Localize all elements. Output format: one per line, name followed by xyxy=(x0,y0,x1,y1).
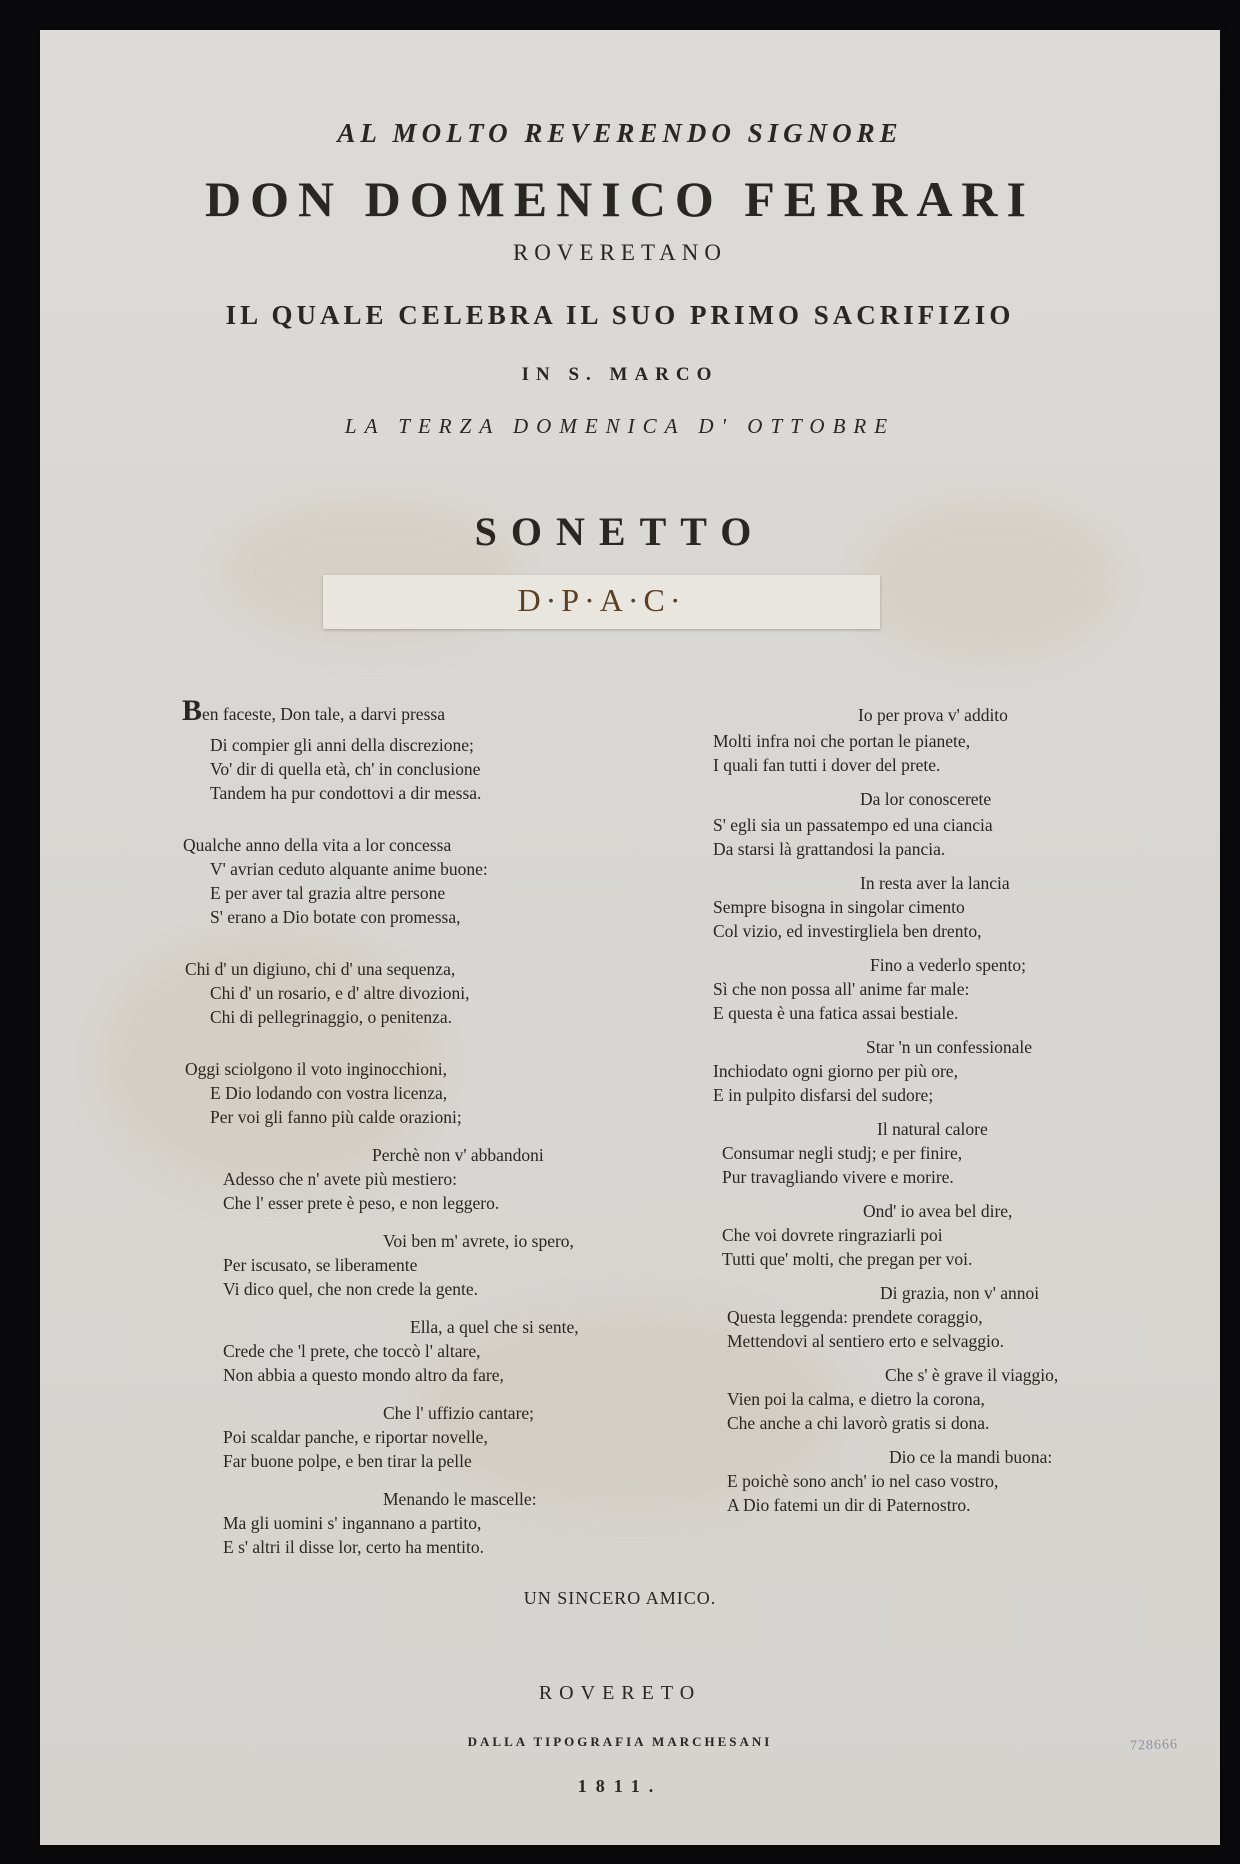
poem-line: Oggi sciolgono il voto inginocchioni, xyxy=(185,1059,447,1079)
poem-line: Dio ce la mandi buona: xyxy=(889,1447,1053,1467)
poem-line: Qualche anno della vita a lor concessa xyxy=(183,835,452,855)
poem-line: Tutti que' molti, che pregan per voi. xyxy=(722,1249,973,1269)
poem-line: Non abbia a questo mondo altro da fare, xyxy=(223,1365,504,1385)
celebration-line: IL QUALE CELEBRA IL SUO PRIMO SACRIFIZIO xyxy=(225,300,1015,330)
poem-line: Vi dico quel, che non crede la gente. xyxy=(223,1279,479,1299)
poem-line: E Dio lodando con vostra licenza, xyxy=(210,1083,448,1103)
poem-line: E questa è una fatica assai bestiale. xyxy=(713,1003,959,1023)
poem-line: Di grazia, non v' annoi xyxy=(880,1283,1040,1303)
poem-line: In resta aver la lancia xyxy=(860,873,1010,893)
poem-line: Che voi dovrete ringraziarli poi xyxy=(722,1225,943,1245)
poem-line: Crede che 'l prete, che toccò l' altare, xyxy=(223,1341,481,1361)
poem-line: Tandem ha pur condottovi a dir messa. xyxy=(210,783,482,803)
poem-line: Inchiodato ogni giorno per più ore, xyxy=(713,1061,958,1081)
poem-line-text: en faceste, Don tale, a darvi pressa xyxy=(202,704,445,724)
poem-line: Ma gli uomini s' ingannano a partito, xyxy=(223,1513,482,1533)
poem-line: Fino a vederlo spento; xyxy=(870,955,1027,975)
poem-line: Per voi gli fanno più calde orazioni; xyxy=(210,1107,462,1127)
imprint-city: ROVERETO xyxy=(538,1682,702,1704)
poem-line: Star 'n un confessionale xyxy=(866,1037,1032,1057)
author-initials: D·P·A·C· xyxy=(517,582,686,618)
poem-line: E s' altri il disse lor, certo ha mentito. xyxy=(223,1537,485,1557)
poem-line: Di compier gli anni della discrezione; xyxy=(210,735,474,755)
poem-line: I quali fan tutti i dover del prete. xyxy=(713,755,941,775)
poem-line: Molti infra noi che portan le pianete, xyxy=(713,731,971,751)
poem-line: Vo' dir di quella età, ch' in conclusione xyxy=(210,759,481,779)
honoree-town: ROVERETANO xyxy=(512,240,728,265)
poem-line: Io per prova v' addito xyxy=(858,705,1008,725)
imprint-printer: DALLA TIPOGRAFIA MARCHESANI xyxy=(467,1734,773,1749)
date-line: LA TERZA DOMENICA D' OTTOBRE xyxy=(344,414,896,438)
poem-line: Consumar negli studj; e per finire, xyxy=(722,1143,963,1163)
poem-line: E in pulpito disfarsi del sudore; xyxy=(713,1085,934,1105)
poem-line: Il natural calore xyxy=(877,1119,988,1139)
poem-line: E per aver tal grazia altre persone xyxy=(210,883,446,903)
poem-line: Vien poi la calma, e dietro la corona, xyxy=(727,1389,985,1409)
poem-line: Pur travagliando vivere e morire. xyxy=(722,1167,954,1187)
poem-line: Chi di pellegrinaggio, o penitenza. xyxy=(210,1007,453,1027)
poem-line: Adesso che n' avete più mestiero: xyxy=(223,1169,457,1189)
poem-line: Ella, a quel che si sente, xyxy=(410,1317,579,1337)
poem-line: E poichè sono anch' io nel caso vostro, xyxy=(727,1471,999,1491)
poem-line: Che l' esser prete è peso, e non leggero. xyxy=(223,1193,500,1213)
imprint-year: 1811. xyxy=(577,1776,663,1796)
poem-line: Chi d' un digiuno, chi d' una sequenza, xyxy=(185,959,456,979)
poem-line: Per iscusato, se liberamente xyxy=(223,1255,418,1275)
place-line: IN S. MARCO xyxy=(521,364,719,385)
poem-line: Voi ben m' avrete, io spero, xyxy=(383,1231,574,1251)
closing-signature: UN SINCERO AMICO. xyxy=(523,1588,717,1608)
dedication-line: AL MOLTO REVERENDO SIGNORE xyxy=(337,118,903,148)
poem-line: Che s' è grave il viaggio, xyxy=(885,1365,1059,1385)
poem-line: Ond' io avea bel dire, xyxy=(863,1201,1013,1221)
poem-line: Questa leggenda: prendete coraggio, xyxy=(727,1307,983,1327)
library-stamp: 728666 xyxy=(1129,1737,1179,1754)
poem-line: Far buone polpe, e ben tirar la pelle xyxy=(223,1451,472,1471)
honoree-name: DON DOMENICO FERRARI xyxy=(205,171,1035,227)
poem-title: SONETTO xyxy=(474,509,766,554)
drop-cap: B xyxy=(182,694,203,727)
poem-line: Che l' uffizio cantare; xyxy=(383,1403,535,1423)
poem-line: Da starsi là grattandosi la pancia. xyxy=(713,839,946,859)
poem-line: Da lor conoscerete xyxy=(860,789,992,809)
pasted-slip xyxy=(323,575,880,629)
poem-line: Col vizio, ed investirgliela ben drento, xyxy=(713,921,982,941)
poem-line: Chi d' un rosario, e d' altre divozioni, xyxy=(210,983,470,1003)
poem-line: S' egli sia un passatempo ed una ciancia xyxy=(713,815,993,835)
poem-line: Menando le mascelle: xyxy=(383,1489,537,1509)
poem-line: Mettendovi al sentiero erto e selvaggio. xyxy=(727,1331,1005,1351)
poem-line: Che anche a chi lavorò gratis si dona. xyxy=(727,1413,990,1433)
poem-line: Sempre bisogna in singolar cimento xyxy=(713,897,965,917)
poem-line: A Dio fatemi un dir di Paternostro. xyxy=(727,1495,971,1515)
poem-line: Sì che non possa all' anime far male: xyxy=(713,979,970,999)
poem-line: V' avrian ceduto alquante anime buone: xyxy=(210,859,488,879)
poem-line: Perchè non v' abbandoni xyxy=(372,1145,544,1165)
poem-line: Poi scaldar panche, e riportar novelle, xyxy=(223,1427,488,1447)
poem-line: S' erano a Dio botate con promessa, xyxy=(210,907,461,927)
poem-line xyxy=(182,694,445,727)
